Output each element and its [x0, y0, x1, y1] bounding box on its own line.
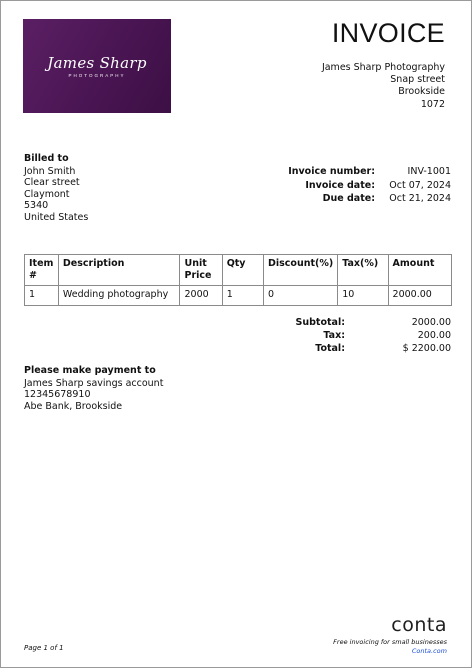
- page-indicator: Page 1 of 1: [24, 644, 64, 652]
- table-header-row: [25, 255, 452, 286]
- cell-amount: 2000.00: [388, 286, 451, 306]
- header-description: Description: [58, 255, 180, 286]
- customer-postal-code: 5340: [24, 200, 49, 212]
- table-row: [25, 286, 452, 306]
- brand-tagline: Free invoicing for small businesses: [333, 638, 447, 646]
- brand-link[interactable]: Conta.com: [411, 647, 447, 655]
- total-value: $ 2200.00: [402, 343, 451, 354]
- cell-description: Wedding photography: [58, 286, 180, 306]
- footer-brand: [333, 615, 447, 655]
- cell-unit-price: 2000: [180, 286, 222, 306]
- invoice-meta: [281, 165, 451, 206]
- totals-section: [271, 316, 451, 355]
- total-row: [271, 342, 451, 355]
- subtotal-value: 2000.00: [411, 317, 451, 328]
- header-unit-price: Unit Price: [180, 255, 222, 286]
- billed-to-section: [24, 153, 88, 224]
- invoice-title: INVOICE: [331, 18, 445, 48]
- header-tax: Tax(%): [338, 255, 388, 286]
- header-item: Item #: [25, 255, 59, 286]
- invoice-date-row: [281, 179, 451, 193]
- company-name: James Sharp Photography: [321, 62, 445, 73]
- payment-account-name: James Sharp savings account: [24, 377, 164, 389]
- company-city: Brookside: [398, 86, 445, 98]
- payment-section: [24, 365, 163, 412]
- invoice-number-value: INV-1001: [407, 166, 451, 177]
- invoice-date-value: Oct 07, 2024: [389, 179, 451, 191]
- tax-value: 200.00: [417, 330, 451, 341]
- cell-qty: 1: [222, 286, 263, 306]
- company-address: [322, 62, 445, 111]
- header-discount: Discount(%): [263, 255, 337, 286]
- logo-tagline: PHOTOGRAPHY: [68, 72, 126, 78]
- header-amount: Amount: [388, 255, 451, 286]
- subtotal-label: Subtotal:: [295, 317, 345, 328]
- invoice-number-row: [281, 165, 451, 179]
- conta-logo: conta: [391, 614, 447, 636]
- customer-street: Clear street: [24, 177, 80, 189]
- due-date-label: Due date:: [322, 193, 375, 204]
- company-street: Snap street: [390, 74, 445, 86]
- tax-label: Tax:: [323, 330, 345, 341]
- logo-name: James Sharp: [47, 53, 147, 72]
- subtotal-row: [271, 316, 451, 329]
- total-label: Total:: [315, 343, 345, 354]
- payment-bank: Abe Bank, Brookside: [24, 400, 123, 412]
- cell-discount: 0: [263, 286, 337, 306]
- due-date-row: [281, 192, 451, 206]
- company-logo: [23, 19, 171, 113]
- customer-city: Claymont: [24, 188, 70, 200]
- line-items-table: [24, 254, 452, 306]
- header-qty: Qty: [222, 255, 263, 286]
- cell-item: 1: [25, 286, 59, 306]
- customer-country: United States: [24, 211, 89, 223]
- tax-row: [271, 329, 451, 342]
- customer-name: John Smith: [24, 165, 76, 177]
- invoice-number-label: Invoice number:: [288, 166, 375, 177]
- due-date-value: Oct 21, 2024: [389, 193, 451, 204]
- payment-heading: Please make payment to: [24, 365, 156, 376]
- invoice-date-label: Invoice date:: [305, 179, 375, 191]
- cell-tax: 10: [338, 286, 388, 306]
- payment-account-number: 12345678910: [24, 389, 91, 401]
- company-postal-code: 1072: [420, 98, 445, 110]
- billed-to-heading: Billed to: [24, 153, 69, 164]
